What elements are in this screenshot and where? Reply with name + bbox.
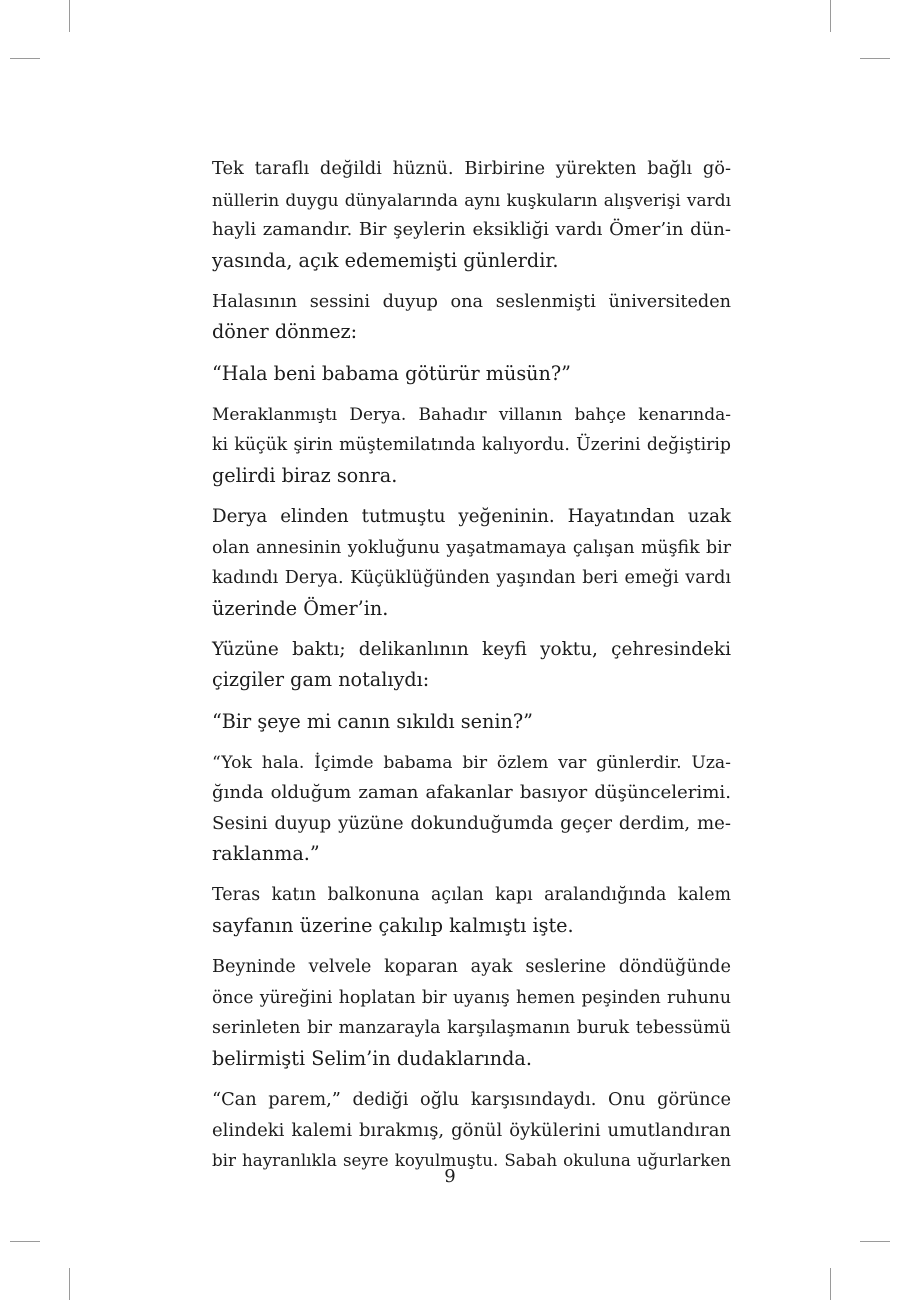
text-line: gelirdi biraz sonra. [212, 463, 398, 487]
paragraph [182, 748, 731, 870]
paragraph [182, 880, 731, 941]
paragraph [182, 635, 731, 696]
text-line: Tek taraflı değildi hüznü. Birbirine yürekten bağlı gö- [212, 158, 731, 179]
paragraph [182, 287, 731, 348]
text-line: yasında, açık edememişti günlerdir. [212, 248, 559, 272]
text-line: Halasının sessini duyup ona seslenmişti üniversiteden [212, 291, 731, 312]
text-line: olan annesinin yokluğunu yaşatmamaya çalışan müşfik bir [212, 537, 731, 558]
paragraph [182, 1085, 731, 1177]
paragraph [182, 154, 731, 276]
text-line: “Can parem,” dediği oğlu karşısındaydı. Onu görünce [212, 1089, 731, 1111]
paragraph [182, 952, 731, 1074]
text-line: Derya elinden tutmuştu yeğeninin. Hayatından uzak [212, 505, 731, 527]
text-line: önce yüreğini hoplatan bir uyanış hemen peşinden ruhunu [212, 987, 731, 1008]
text-line: kadındı Derya. Küçüklüğünden yaşından beri emeği vardı [212, 568, 731, 589]
paragraph [182, 359, 731, 390]
crop-mark-right-top [860, 58, 890, 59]
crop-mark-bottom-left [69, 1268, 70, 1300]
text-line: elindeki kalemi bırakmış, gönül öykülerini umutlandıran [212, 1119, 731, 1141]
text-line: çizgiler gam notalıydı: [212, 668, 430, 692]
text-line: döner dönmez: [212, 320, 358, 344]
crop-mark-left-bottom [10, 1241, 40, 1242]
text-line: ki küçük şirin müştemilatında kalıyordu. Üzerini değiştirip [212, 435, 731, 456]
paragraph [182, 707, 731, 738]
text-line: “Bir şeye mi canın sıkıldı senin?” [212, 709, 533, 733]
crop-mark-top-right [830, 0, 831, 32]
text-line: raklanma.” [212, 842, 320, 866]
text-line: Sesini duyup yüzüne dokunduğumda geçer derdim, me- [212, 812, 731, 834]
paragraph [182, 400, 731, 492]
text-line: “Hala beni babama götürür müsün?” [212, 361, 571, 385]
crop-mark-right-bottom [860, 1241, 890, 1242]
text-line: Teras katın balkonuna açılan kapı aralandığında kalem [212, 885, 731, 906]
text-line: Beyninde velvele koparan ayak seslerine döndüğünde [212, 957, 731, 978]
text-line: Meraklanmıştı Derya. Bahadır villanın bahçe kenarında- [212, 404, 731, 425]
text-line: Yüzüne baktı; delikanlının keyfi yoktu, çehresindeki [212, 638, 731, 660]
text-line: serinleten bir manzarayla karşılaşmanın buruk tebessümü [212, 1018, 731, 1039]
text-line: bir hayranlıkla seyre koyulmuştu. Sabah okuluna uğurlarken [212, 1151, 731, 1171]
text-line: belirmişti Selim’in dudaklarında. [212, 1046, 532, 1070]
text-line: sayfanın üzerine çakılıp kalmıştı işte. [212, 914, 574, 938]
paragraph [182, 502, 731, 624]
body-text [182, 154, 731, 1187]
crop-mark-bottom-right [830, 1268, 831, 1300]
page-number: 9 [444, 1166, 456, 1187]
crop-mark-top-left [69, 0, 70, 32]
text-line: hayli zamandır. Bir şeylerin eksikliği vardı Ömer’in dün- [212, 219, 731, 241]
crop-mark-left-top [10, 58, 40, 59]
text-line: ğında olduğum zaman afakanlar basıyor düşüncelerimi. [212, 782, 731, 804]
text-line: “Yok hala. İçimde babama bir özlem var günlerdir. Uza- [212, 752, 731, 773]
text-line: nüllerin duygu dünyalarında aynı kuşkuların alışverişi vardı [212, 189, 731, 210]
text-line: üzerinde Ömer’in. [212, 596, 389, 620]
